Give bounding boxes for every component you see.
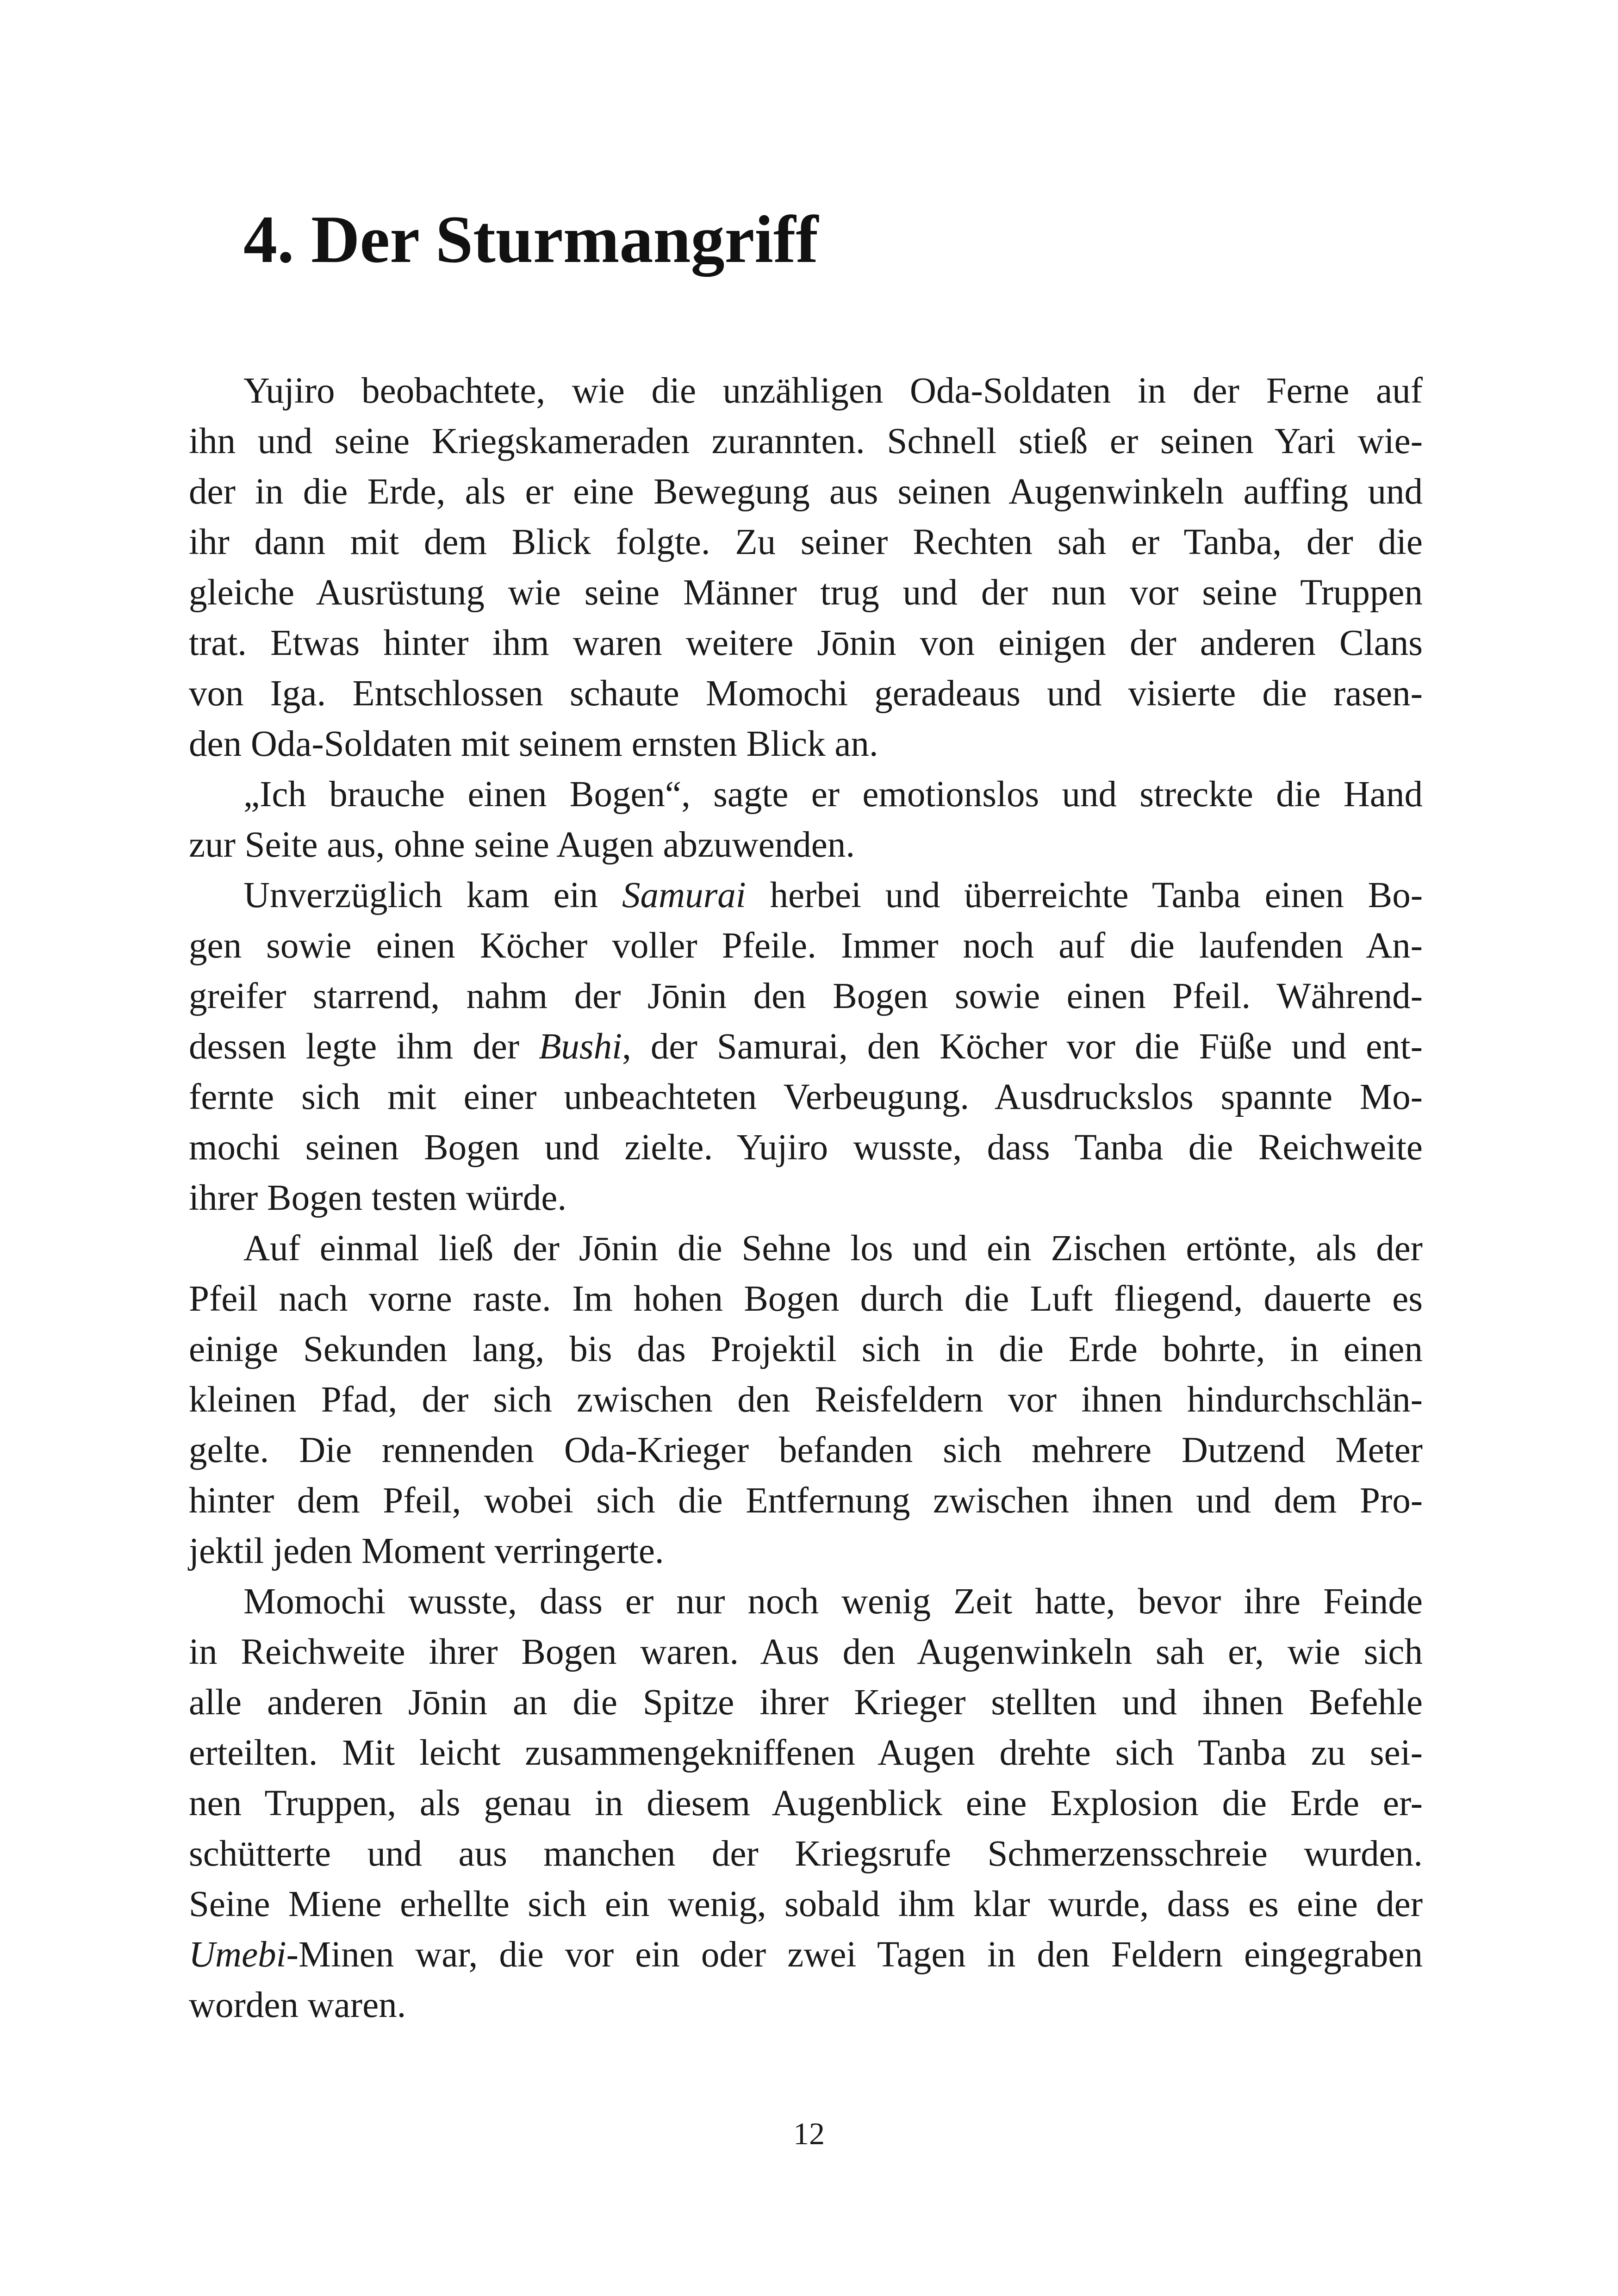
text-line bbox=[189, 567, 1423, 618]
text-line bbox=[189, 1929, 1423, 1980]
text-segment: -Minen war, die vor ein oder zwei Tagen in den Feldern eingegraben bbox=[286, 1935, 1423, 1975]
text-segment: worden waren. bbox=[189, 1985, 406, 2025]
text-segment: Pfeil nach vorne raste. Im hohen Bogen durch die Luft fliegend, dauerte es bbox=[189, 1279, 1423, 1319]
text-line bbox=[189, 1980, 1423, 2030]
text-line bbox=[189, 719, 1423, 769]
text-line bbox=[189, 416, 1423, 467]
text-segment: den Oda-Soldaten mit seinem ernsten Blick an. bbox=[189, 724, 878, 764]
text-segment: gelte. Die rennenden Oda-Krieger befanden sich mehrere Dutzend Meter bbox=[189, 1430, 1423, 1470]
text-line bbox=[189, 971, 1423, 1021]
text-segment: ihrer Bogen testen würde. bbox=[189, 1178, 567, 1218]
italic-term: Umebi bbox=[189, 1935, 286, 1975]
page-number: 12 bbox=[793, 2116, 825, 2151]
text-segment: hinter dem Pfeil, wobei sich die Entfernung zwischen ihnen und dem Pro- bbox=[189, 1481, 1423, 1521]
text-line bbox=[189, 1778, 1423, 1829]
text-line bbox=[189, 366, 1423, 416]
text-segment: alle anderen Jōnin an die Spitze ihrer Krieger stellten und ihnen Befehle bbox=[189, 1682, 1423, 1723]
text-line bbox=[189, 1475, 1423, 1526]
text-line bbox=[189, 1122, 1423, 1173]
text-line bbox=[189, 1173, 1423, 1223]
text-segment: erteilten. Mit leicht zusammengekniffenen Augen drehte sich Tanba zu sei- bbox=[189, 1733, 1423, 1773]
italic-term: Bushi bbox=[539, 1027, 622, 1067]
chapter-body-text bbox=[189, 366, 1423, 2030]
text-line bbox=[189, 1677, 1423, 1728]
text-line bbox=[189, 1021, 1423, 1072]
text-segment: kleinen Pfad, der sich zwischen den Reisfeldern vor ihnen hindurchschlän- bbox=[189, 1380, 1423, 1420]
text-line bbox=[189, 1526, 1423, 1576]
text-segment: gleiche Ausrüstung wie seine Männer trug und der nun vor seine Truppen bbox=[189, 572, 1423, 613]
text-segment: Auf einmal ließ der Jōnin die Sehne los und ein Zischen ertönte, als der bbox=[243, 1228, 1423, 1269]
text-segment: jektil jeden Moment verringerte. bbox=[189, 1531, 664, 1571]
text-segment: , der Samurai, den Köcher vor die Füße und ent- bbox=[622, 1027, 1423, 1067]
text-line bbox=[189, 870, 1423, 921]
text-segment: herbei und überreichte Tanba einen Bo- bbox=[746, 875, 1423, 915]
text-segment: Momochi wusste, dass er nur noch wenig Zeit hatte, bevor ihre Feinde bbox=[243, 1581, 1423, 1622]
text-segment: dessen legte ihm der bbox=[189, 1027, 539, 1067]
text-segment: ihn und seine Kriegskameraden zurannten. Schnell stieß er seinen Yari wie- bbox=[189, 421, 1423, 461]
italic-term: Samurai bbox=[622, 875, 746, 915]
text-line bbox=[189, 921, 1423, 971]
text-segment: gen sowie einen Köcher voller Pfeile. Immer noch auf die laufenden An- bbox=[189, 926, 1423, 966]
text-segment: Seine Miene erhellte sich ein wenig, sobald ihm klar wurde, dass es eine der bbox=[189, 1884, 1423, 1924]
chapter-title: 4. Der Sturmangriff bbox=[243, 202, 819, 277]
text-line bbox=[189, 820, 1423, 870]
text-segment: schütterte und aus manchen der Kriegsrufe Schmerzensschreie wurden. bbox=[189, 1834, 1423, 1874]
text-line bbox=[189, 1375, 1423, 1425]
text-line bbox=[189, 1274, 1423, 1324]
text-segment: greifer starrend, nahm der Jōnin den Bogen sowie einen Pfeil. Während- bbox=[189, 976, 1423, 1016]
text-segment: einige Sekunden lang, bis das Projektil sich in die Erde bohrte, in einen bbox=[189, 1329, 1423, 1369]
text-line bbox=[189, 1829, 1423, 1879]
text-segment: in Reichweite ihrer Bogen waren. Aus den Augenwinkeln sah er, wie sich bbox=[189, 1632, 1423, 1672]
text-line bbox=[189, 1425, 1423, 1475]
text-segment: trat. Etwas hinter ihm waren weitere Jōnin von einigen der anderen Clans bbox=[189, 623, 1423, 663]
text-line bbox=[189, 1627, 1423, 1677]
text-line bbox=[189, 467, 1423, 517]
text-line bbox=[189, 1072, 1423, 1122]
text-segment: der in die Erde, als er eine Bewegung aus seinen Augenwinkeln auffing und bbox=[189, 472, 1423, 512]
text-segment: „Ich brauche einen Bogen“, sagte er emotionslos und streckte die Hand bbox=[243, 774, 1423, 815]
text-segment: zur Seite aus, ohne seine Augen abzuwenden. bbox=[189, 825, 855, 865]
text-segment: ihr dann mit dem Blick folgte. Zu seiner Rechten sah er Tanba, der die bbox=[189, 522, 1423, 562]
text-line bbox=[189, 1879, 1423, 1929]
text-line bbox=[189, 1223, 1423, 1274]
text-line bbox=[189, 618, 1423, 668]
text-line bbox=[189, 769, 1423, 820]
text-line bbox=[189, 668, 1423, 719]
text-segment: fernte sich mit einer unbeachteten Verbeugung. Ausdruckslos spannte Mo- bbox=[189, 1077, 1423, 1117]
text-segment: Yujiro beobachtete, wie die unzähligen Oda-Soldaten in der Ferne auf bbox=[243, 371, 1423, 411]
text-line bbox=[189, 1324, 1423, 1375]
text-segment: von Iga. Entschlossen schaute Momochi geradeaus und visierte die rasen- bbox=[189, 673, 1423, 714]
text-segment: nen Truppen, als genau in diesem Augenblick eine Explosion die Erde er- bbox=[189, 1783, 1423, 1823]
text-segment: mochi seinen Bogen und zielte. Yujiro wusste, dass Tanba die Reichweite bbox=[189, 1127, 1423, 1168]
text-line bbox=[189, 1728, 1423, 1778]
text-line bbox=[189, 517, 1423, 567]
text-segment: Unverzüglich kam ein bbox=[243, 875, 622, 915]
text-line bbox=[189, 1576, 1423, 1627]
